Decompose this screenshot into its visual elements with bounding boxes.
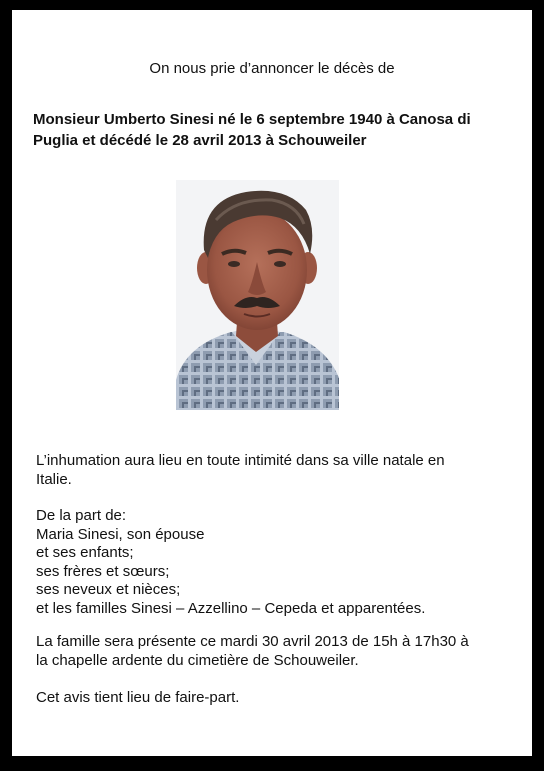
deceased-name-line-2: Puglia et décédé le 28 avril 2013 à Schouweiler — [33, 132, 367, 149]
deceased-name-line-1: Monsieur Umberto Sinesi né le 6 septembre 1940 à Canosa di — [33, 111, 471, 128]
burial-line-2: Italie. — [36, 470, 72, 488]
portrait-photo — [176, 180, 339, 410]
visitation-line-1: La famille sera présente ce mardi 30 avril 2013 de 15h à 17h30 à — [36, 633, 469, 650]
family-line: Maria Sinesi, son épouse — [36, 525, 205, 543]
obituary-notice — [12, 10, 532, 756]
visitation-paragraph — [36, 633, 469, 670]
burial-line-1: L’inhumation aura lieu en toute intimité dans sa ville natale en — [36, 452, 445, 469]
deceased-name-heading — [33, 109, 523, 151]
family-line: ses frères et sœurs; — [36, 562, 170, 580]
announcement-line: On nous prie d’annoncer le décès de — [149, 60, 395, 77]
family-line: et ses enfants; — [36, 544, 134, 561]
family-paragraph — [36, 507, 425, 618]
family-line: De la part de: — [36, 507, 127, 524]
closing-paragraph — [36, 689, 239, 708]
portrait-illustration — [176, 180, 339, 410]
burial-paragraph — [36, 452, 445, 489]
visitation-line-2: la chapelle ardente du cimetière de Schouweiler. — [36, 651, 359, 669]
family-line: et les familles Sinesi – Azzellino – Cepeda et apparentées. — [36, 599, 426, 617]
family-line: ses neveux et nièces; — [36, 581, 181, 598]
closing-line: Cet avis tient lieu de faire-part. — [36, 689, 240, 706]
